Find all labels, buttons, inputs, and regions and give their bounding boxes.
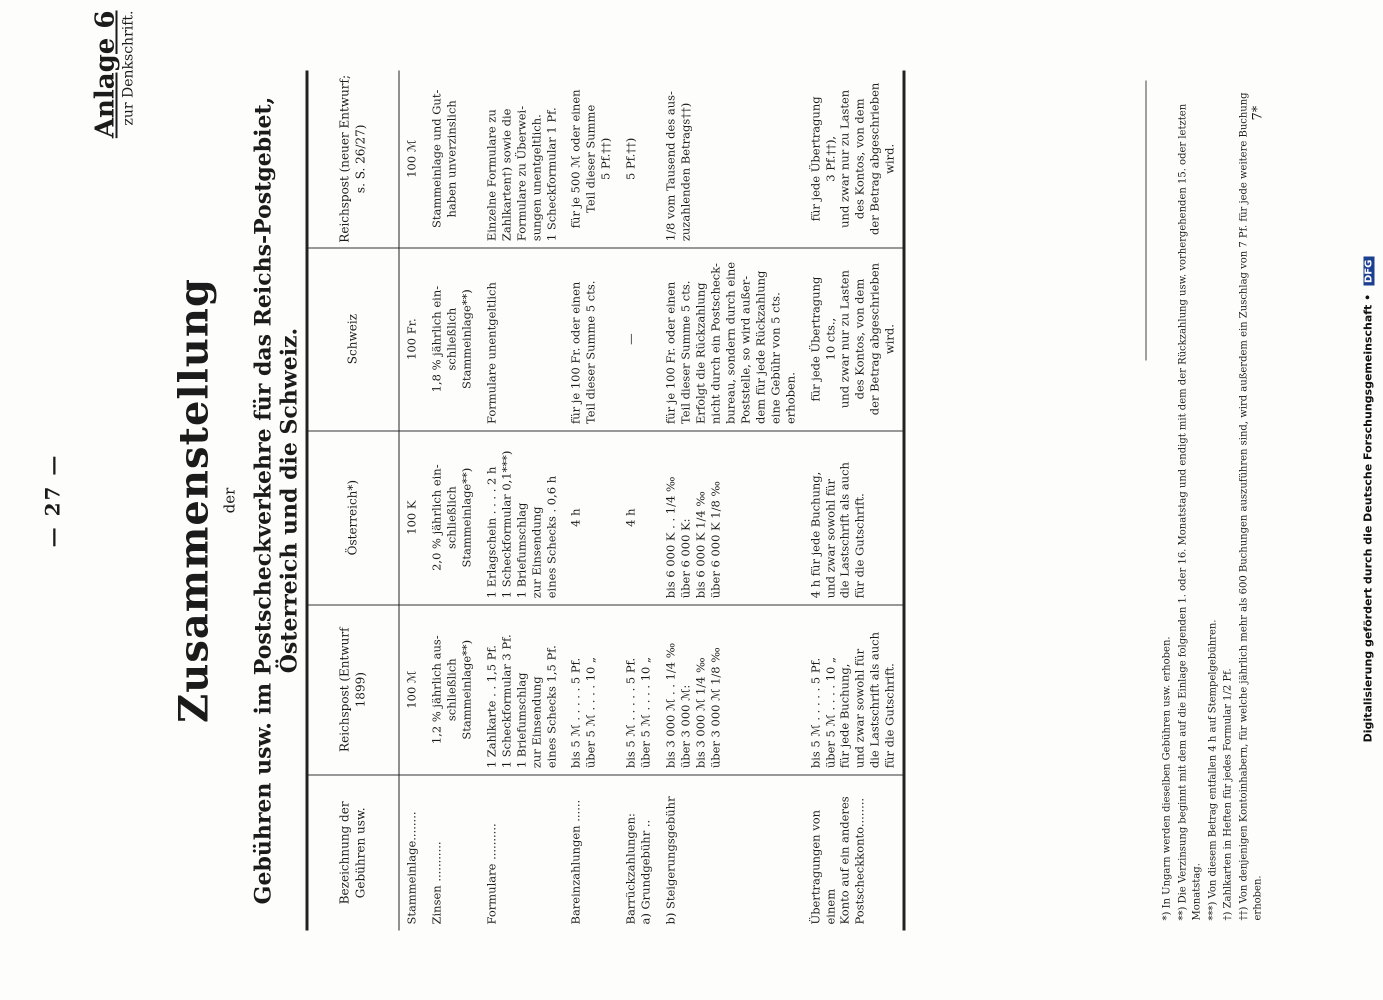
- footnote: †) Zahlkarten in Heften für jedes Formular 1/2 Pf.: [1222, 667, 1233, 920]
- table-cell: 5 Pf.††): [618, 70, 658, 247]
- table-cell: Stammeinlage und Gut- haben unverzinslich: [424, 70, 479, 247]
- table-cell: bis 6 000 K . . 1/4 ‰ über 6 000 K: bis 6 000 K 1/4 ‰ über 6 000 K 1/8 ‰: [658, 430, 802, 604]
- row-label: b) Steigerungsgebühr: [663, 795, 678, 924]
- table-cell: 1 Zahlkarte . . 1,5 Pf. 1 Scheckformular 3 Pf. 1 Briefumschlag zur Einsendung eines Schecks 1,5 Pf.: [479, 604, 564, 774]
- table-row: [424, 70, 479, 930]
- row-label: Übertragungen von einem Konto auf ein anderes Postscheckkonto........: [807, 795, 867, 924]
- table-row: [563, 70, 618, 930]
- table-row: [658, 70, 802, 930]
- dfg-logo-badge: DFG: [1364, 257, 1375, 286]
- credit-text-wrapper: [1362, 20, 1375, 980]
- table-cell: 1,8 % jährlich ein- schließlich Stammeinlage**): [424, 247, 479, 430]
- table-cell: für je 100 Fr. oder einen Teil dieser Summe 5 cts. Erfolgt die Rückzahlung nicht durch ein Postscheck- bureau, sondern durch eine Poststelle, so wird außer- dem für jede Rückzahlung eine Gebühr von 5 cts. erhoben.: [658, 247, 802, 430]
- page-subtitle: Gebühren usw. im Postscheckverkehre für das Reichs-Postgebiet, Österreich und die Schweiz.: [250, 96, 302, 904]
- footnote-divider: [1145, 80, 1146, 360]
- table-cell: Formulare unentgeltlich: [479, 247, 564, 430]
- table-row: [618, 70, 658, 930]
- table-cell: für je 100 Fr. oder einen Teil dieser Summe 5 cts.: [563, 247, 618, 430]
- table-cell: 1/8 vom Tausend des aus- zuzahlenden Betrags††): [658, 70, 802, 247]
- table-row: [479, 70, 564, 930]
- table-cell: 100 ℳ: [399, 604, 424, 774]
- row-label: Zinsen ...........: [428, 840, 443, 924]
- table-cell: für jede Übertragung 3 Pf.††), und zwar nur zu Lasten des Kontos, von dem der Betrag abgeschrieben wird.: [803, 70, 904, 247]
- header-designation: Bezeichnung der Gebühren usw.: [307, 774, 399, 930]
- table-cell: —: [618, 247, 658, 430]
- table-cell: 4 h: [563, 430, 618, 604]
- table-cell: für jede Übertragung 10 cts., und zwar nur zu Lasten des Kontos, von dem der Betrag abgeschrieben wird.: [803, 247, 904, 430]
- table-cell: 4 h: [618, 430, 658, 604]
- annex-label: [90, 10, 136, 210]
- table-cell: 1,2 % jährlich aus- schließlich Stammeinlage**): [424, 604, 479, 774]
- title-connector: der: [220, 487, 238, 513]
- fee-table: [305, 70, 905, 930]
- table-cell: 100 ℳ: [399, 70, 424, 247]
- table-cell: für je 500 ℳ oder einen Teil dieser Summe 5 Pf.††): [563, 70, 618, 247]
- header-reichspost-1899: Reichspost (Entwurf 1899): [307, 604, 399, 774]
- table-cell: 100 Fr.: [399, 247, 424, 430]
- annex-subtitle: zur Denkschrift.: [120, 10, 136, 126]
- table-header-row: [307, 70, 399, 930]
- table-cell: 1 Erlagschein . . . . 2 h 1 Scheckformular 0,1***) 1 Briefumschlag zur Einsendung eines Schecks . 0,6 h: [479, 430, 564, 604]
- header-schweiz: Schweiz: [307, 247, 399, 430]
- credit-text: Digitalisierung gefördert durch die Deutsche Forschungsgemeinschaft •: [1361, 293, 1375, 743]
- digitization-credit: [1355, 20, 1381, 980]
- footnote: ***) Von diesem Betrag entfallen 4 h auf Stempelgebühren.: [1206, 619, 1218, 920]
- header-reichspost-new: Reichspost (neuer Entwurf; s. S. 26/27): [307, 70, 399, 247]
- page-number: — 27 —: [40, 453, 64, 547]
- signature-mark: 7*: [1250, 105, 1265, 120]
- table-cell: bis 3 000 ℳ . . 1/4 ‰ über 3 000 ℳ: bis 3 000 ℳ 1/4 ‰ über 3 000 ℳ 1/8 ‰: [658, 604, 802, 774]
- header-oesterreich: Österreich*): [307, 430, 399, 604]
- row-label: Formulare ..........: [483, 822, 498, 924]
- page-title: Zusammenstellung: [170, 277, 217, 723]
- table-cell: bis 5 ℳ . . . . . 5 Pf. über 5 ℳ . . . . 10 „ für jede Buchung, und zwar sowohl für die Lastschrift als auch für die Gutschrift.: [803, 604, 904, 774]
- row-label: Bareinzahlungen ......: [568, 799, 583, 924]
- footnote: ††) Von denjenigen Kontoinhabern, für welche jährlich mehr als 600 Buchungen auszuführen sind, wird außerdem ein Zuschlag von 7 Pf. für jede weitere Buchung erhoben.: [1237, 91, 1263, 920]
- table-cell: Einzelne Formulare zu Zahlkarten†) sowie die Formulare zu Überwei- sungen unentgeltlich. 1 Scheckformular 1 Pf.: [479, 70, 564, 247]
- table-cell: 4 h für jede Buchung, und zwar sowohl für die Lastschrift als auch für die Gutschrift.: [803, 430, 904, 604]
- footnote: **) Die Verzinsung beginnt mit dem auf die Einlage folgenden 1. oder 16. Monatstag und endigt mit dem der Rückzahlung usw. vorhergehenden 15. oder letzten Monatstag.: [1176, 103, 1202, 920]
- table-row: [399, 70, 424, 930]
- row-label: Barrückzahlungen: a) Grundgebühr ..: [623, 812, 653, 924]
- row-label: Stammeinlage........: [404, 810, 418, 924]
- table-cell: bis 5 ℳ . . . . . 5 Pf. über 5 ℳ . . . . 10 „: [563, 604, 618, 774]
- annex-title: Anlage 6: [90, 10, 120, 138]
- table-cell: bis 5 ℳ . . . . . 5 Pf. über 5 ℳ . . . . 10 „: [618, 604, 658, 774]
- table-row: [803, 70, 904, 930]
- footnotes: [1160, 60, 1267, 920]
- footnote: *) In Ungarn werden dieselben Gebühren usw. erhoben.: [1161, 635, 1172, 920]
- table-cell: 2,0 % jährlich ein- schließlich Stammeinlage**): [424, 430, 479, 604]
- table-cell: 100 K: [399, 430, 424, 604]
